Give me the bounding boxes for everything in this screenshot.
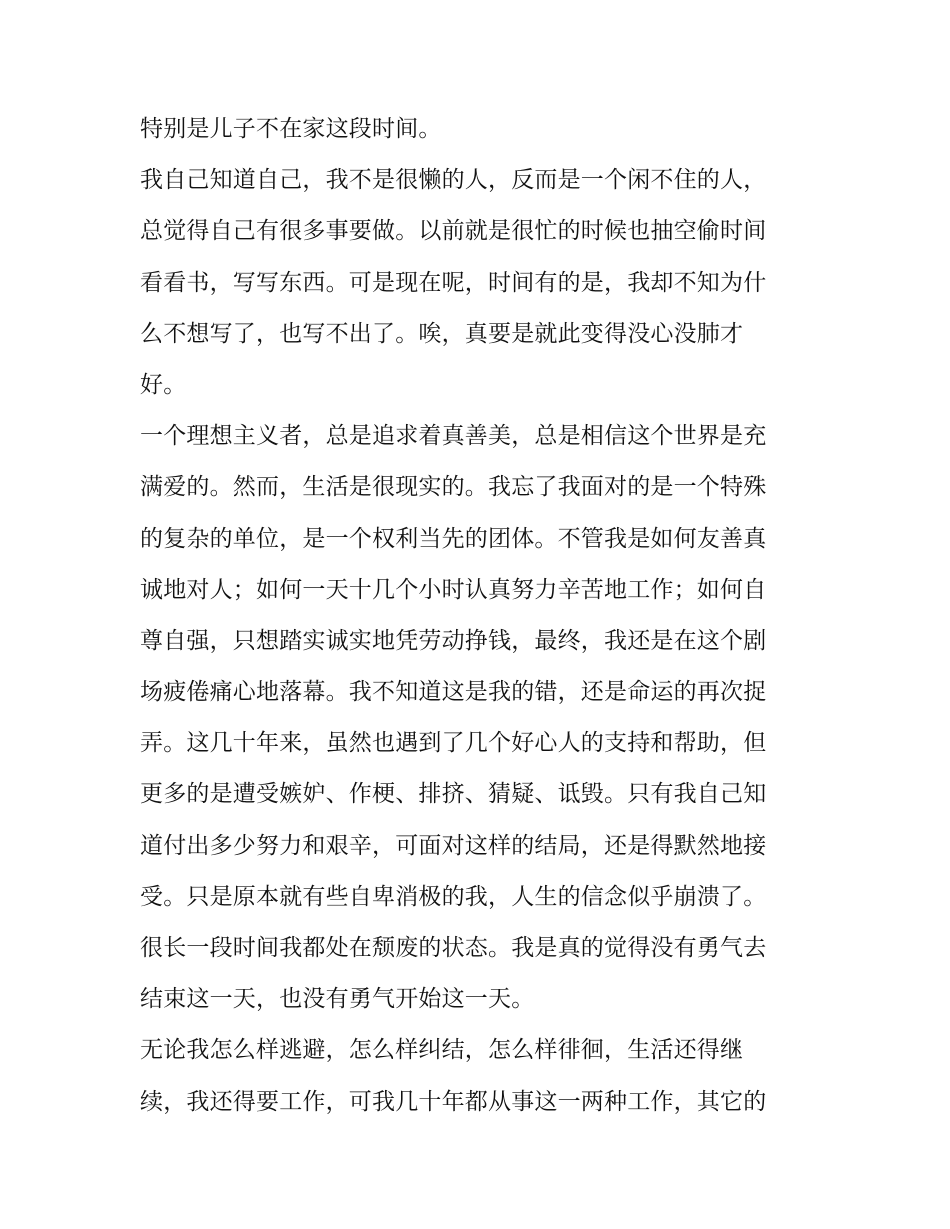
- text-line: 受。只是原本就有些自卑消极的我，人生的信念似乎崩溃了。: [140, 883, 767, 910]
- text-line: 尊自强，只想踏实诚实地凭劳动挣钱，最终，我还是在这个剧: [140, 627, 767, 654]
- document-body: [140, 104, 820, 1128]
- text-line: 满爱的。然而，生活是很现实的。我忘了我面对的是一个特殊: [140, 474, 767, 501]
- text-line: 么不想写了，也写不出了。唉，真要是就此变得没心没肺才: [140, 320, 744, 347]
- text-line: 诚地对人；如何一天十几个小时认真努力辛苦地工作；如何自: [140, 576, 767, 603]
- text-line: 无论我怎么样逃避，怎么样纠结，怎么样徘徊，生活还得继: [140, 1037, 744, 1064]
- text-line: 一个理想主义者，总是追求着真善美，总是相信这个世界是充: [140, 423, 767, 450]
- text-line: 特别是儿子不在家这段时间。: [140, 116, 442, 142]
- text-line: 的复杂的单位，是一个权利当先的团体。不管我是如何友善真: [140, 525, 767, 552]
- text-line: 续，我还得要工作，可我几十年都从事这一两种工作，其它的: [140, 1088, 767, 1115]
- text-line: 结束这一天，也没有勇气开始这一天。: [140, 986, 535, 1013]
- text-line: 我自己知道自己，我不是很懒的人，反而是一个闲不住的人，: [140, 167, 767, 194]
- text-line: 场疲倦痛心地落幕。我不知道这是我的错，还是命运的再次捉: [140, 679, 767, 706]
- text-line: 道付出多少努力和艰辛，可面对这样的结局，还是得默然地接: [140, 832, 767, 859]
- text-line: 很长一段时间我都处在颓废的状态。我是真的觉得没有勇气去: [140, 935, 767, 961]
- text-line: 弄。这几十年来，虽然也遇到了几个好心人的支持和帮助，但: [140, 730, 767, 757]
- text-line: 看看书，写写东西。可是现在呢，时间有的是，我却不知为什: [140, 269, 767, 296]
- text-line: 好。: [140, 371, 187, 398]
- text-line: 更多的是遭受嫉妒、作梗、排挤、猜疑、诋毁。只有我自己知: [140, 781, 767, 808]
- text-line: 总觉得自己有很多事要做。以前就是很忙的时候也抽空偷时间: [140, 218, 767, 245]
